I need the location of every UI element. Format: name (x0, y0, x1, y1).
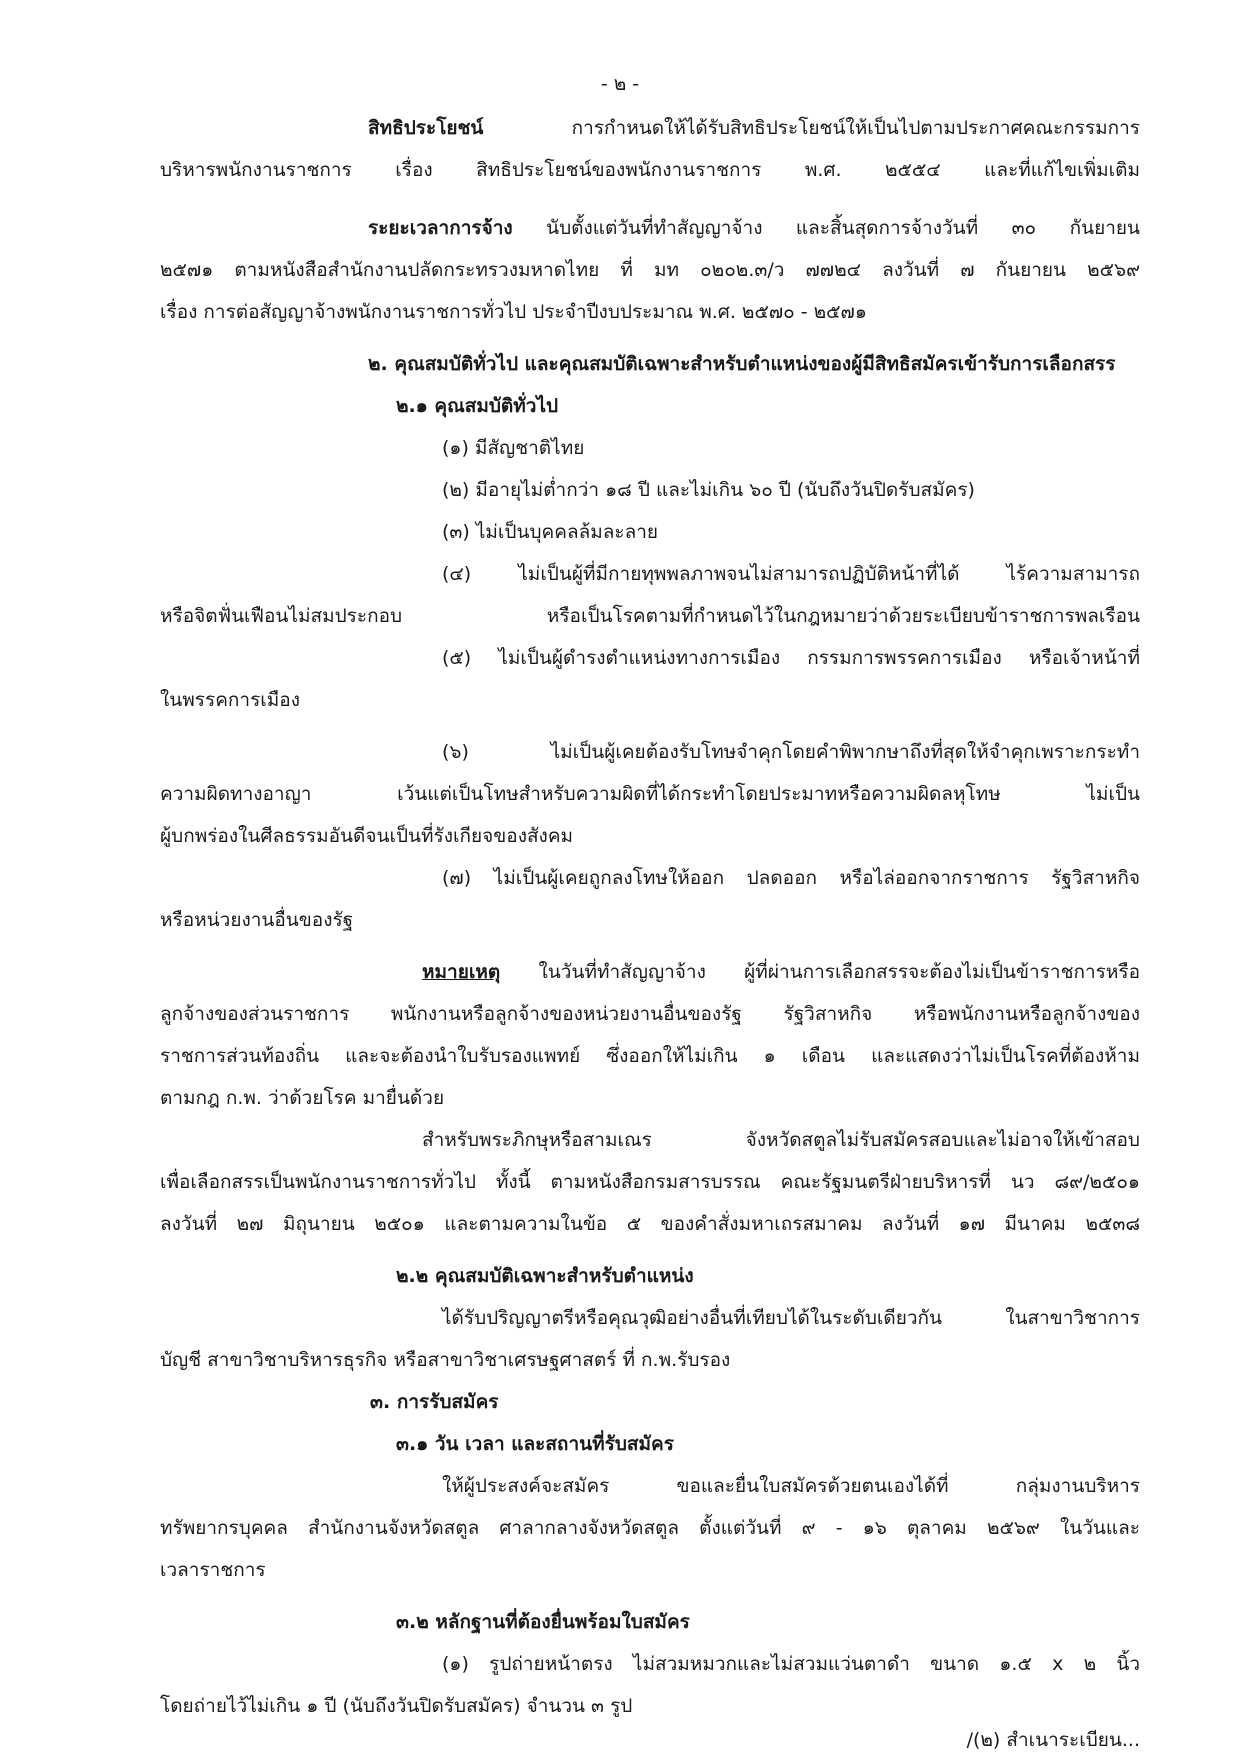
monk-line-2: เพื่อเลือกสรรเป็นพนักงานราชการทั่วไป ทั้งนี้ ตามหนังสือกรมสารบรรณ คณะรัฐมนตรีฝ่ายบริหารที่ นว ๘๙/๒๕๐๑ (160, 1171, 1140, 1193)
apply-line-1: ให้ผู้ประสงค์จะสมัคร ขอและยื่นใบสมัครด้วยตนเองได้ที่ กลุ่มงานบริหาร (442, 1475, 1140, 1497)
qualification-item-7: (๗) ไม่เป็นผู้เคยถูกลงโทษให้ออก ปลดออก หรือไล่ออกจากราชการ รัฐวิสาหกิจ (442, 867, 1140, 889)
qualification-item-5-cont: ในพรรคการเมือง (160, 689, 300, 711)
note-label: หมายเหตุ (422, 961, 501, 983)
specific-line-2: บัญชี สาขาวิชาบริหารธุรกิจ หรือสาขาวิชาเศรษฐศาสตร์ ที่ ก.พ.รับรอง (160, 1349, 731, 1371)
benefits-line-2: บริหารพนักงานราชการ เรื่อง สิทธิประโยชน์ของพนักงานราชการ พ.ศ. ๒๕๕๔ และที่แก้ไขเพิ่มเติม (160, 159, 1140, 181)
benefits-line-1: สิทธิประโยชน์ การกำหนดให้ได้รับสิทธิประโยชน์ให้เป็นไปตามประกาศคณะกรรมการ (368, 117, 1140, 139)
section-2-1-heading: ๒.๑ คุณสมบัติทั่วไป (396, 395, 559, 417)
note-line-4: ตามกฎ ก.พ. ว่าด้วยโรค มายื่นด้วย (160, 1087, 445, 1109)
page-number: - ๒ - (600, 73, 640, 95)
docs-line-1: (๑) รูปถ่ายหน้าตรง ไม่สวมหมวกและไม่สวมแว่นตาดำ ขนาด ๑.๕ x ๒ นิ้ว (442, 1653, 1140, 1675)
docs-line-2: โดยถ่ายไว้ไม่เกิน ๑ ปี (นับถึงวันปิดรับสมัคร) จำนวน ๓ รูป (160, 1695, 633, 1717)
qualification-item-7-cont: หรือหน่วยงานอื่นของรัฐ (160, 909, 354, 931)
continuation-marker: /(๒) สำเนาระเบียน... (966, 1729, 1140, 1751)
qualification-item-4: (๔) ไม่เป็นผู้ที่มีกายทุพพลภาพจนไม่สามารถปฏิบัติหน้าที่ได้ ไร้ความสามารถ (442, 563, 1140, 585)
qualification-item-1: (๑) มีสัญชาติไทย (442, 437, 585, 459)
period-heading: ระยะเวลาการจ้าง (368, 217, 513, 239)
section-2-heading: ๒. คุณสมบัติทั่วไป และคุณสมบัติเฉพาะสำหรับตำแหน่งของผู้มีสิทธิสมัครเข้ารับการเลือกสรร (368, 353, 1116, 375)
period-line-1: ระยะเวลาการจ้าง นับตั้งแต่วันที่ทำสัญญาจ้าง และสิ้นสุดการจ้างวันที่ ๓๐ กันยายน (368, 217, 1140, 239)
period-line-3: เรื่อง การต่อสัญญาจ้างพนักงานราชการทั่วไป ประจำปีงบประมาณ พ.ศ. ๒๕๗๐ - ๒๕๗๑ (160, 301, 867, 323)
apply-line-2: ทรัพยากรบุคคล สำนักงานจังหวัดสตูล ศาลากลางจังหวัดสตูล ตั้งแต่วันที่ ๙ - ๑๖ ตุลาคม ๒๕๖๙ ในวันและ (160, 1517, 1140, 1539)
benefits-heading: สิทธิประโยชน์ (368, 117, 484, 139)
section-2-2-heading: ๒.๒ คุณสมบัติเฉพาะสำหรับตำแหน่ง (396, 1265, 694, 1287)
period-line-2: ๒๕๗๑ ตามหนังสือสำนักงานปลัดกระทรวงมหาดไทย ที่ มท ๐๒๐๒.๓/ว ๗๗๒๔ ลงวันที่ ๗ กันยายน ๒๕๖๙ (160, 259, 1140, 281)
specific-line-1: ได้รับปริญญาตรีหรือคุณวุฒิอย่างอื่นที่เทียบได้ในระดับเดียวกัน ในสาขาวิชาการ (442, 1307, 1140, 1329)
qualification-item-6-cont-2: ผู้บกพร่องในศีลธรรมอันดีจนเป็นที่รังเกียจของสังคม (160, 825, 574, 847)
apply-line-3: เวลาราชการ (160, 1559, 266, 1581)
note-line-1: หมายเหตุ ในวันที่ทำสัญญาจ้าง ผู้ที่ผ่านการเลือกสรรจะต้องไม่เป็นข้าราชการหรือ (422, 961, 1140, 983)
monk-line-1: สำหรับพระภิกษุหรือสามเณร จังหวัดสตูลไม่รับสมัครสอบและไม่อาจให้เข้าสอบ (422, 1129, 1140, 1151)
section-3-1-heading: ๓.๑ วัน เวลา และสถานที่รับสมัคร (396, 1433, 674, 1455)
qualification-item-6: (๖) ไม่เป็นผู้เคยต้องรับโทษจำคุกโดยคำพิพากษาถึงที่สุดให้จำคุกเพราะกระทำ (442, 741, 1140, 763)
qualification-item-2: (๒) มีอายุไม่ต่ำกว่า ๑๘ ปี และไม่เกิน ๖๐ ปี (นับถึงวันปิดรับสมัคร) (442, 479, 975, 501)
qualification-item-5: (๕) ไม่เป็นผู้ดำรงตำแหน่งทางการเมือง กรรมการพรรคการเมือง หรือเจ้าหน้าที่ (442, 647, 1140, 669)
section-3-2-heading: ๓.๒ หลักฐานที่ต้องยื่นพร้อมใบสมัคร (396, 1611, 690, 1633)
note-line-3: ราชการส่วนท้องถิ่น และจะต้องนำใบรับรองแพทย์ ซึ่งออกให้ไม่เกิน ๑ เดือน และแสดงว่าไม่เป็นโรคที่ต้องห้าม (160, 1045, 1140, 1067)
monk-line-3: ลงวันที่ ๒๗ มิถุนายน ๒๕๐๑ และตามความในข้อ ๕ ของคำสั่งมหาเถรสมาคม ลงวันที่ ๑๗ มีนาคม ๒๕๓๘ (160, 1213, 1140, 1235)
qualification-item-4-cont: หรือจิตฟั่นเฟือนไม่สมประกอบ หรือเป็นโรคตามที่กำหนดไว้ในกฎหมายว่าด้วยระเบียบข้าราชการพลเรือน (160, 605, 1140, 627)
qualification-item-3: (๓) ไม่เป็นบุคคลล้มละลาย (442, 521, 659, 543)
section-3-heading: ๓. การรับสมัคร (370, 1391, 499, 1413)
qualification-item-6-cont-1: ความผิดทางอาญา เว้นแต่เป็นโทษสำหรับความผิดที่ได้กระทำโดยประมาทหรือความผิดลหุโทษ ไม่เป็น (160, 783, 1140, 805)
note-line-2: ลูกจ้างของส่วนราชการ พนักงานหรือลูกจ้างของหน่วยงานอื่นของรัฐ รัฐวิสาหกิจ หรือพนักงานหรือลูกจ้างของ (160, 1003, 1140, 1025)
